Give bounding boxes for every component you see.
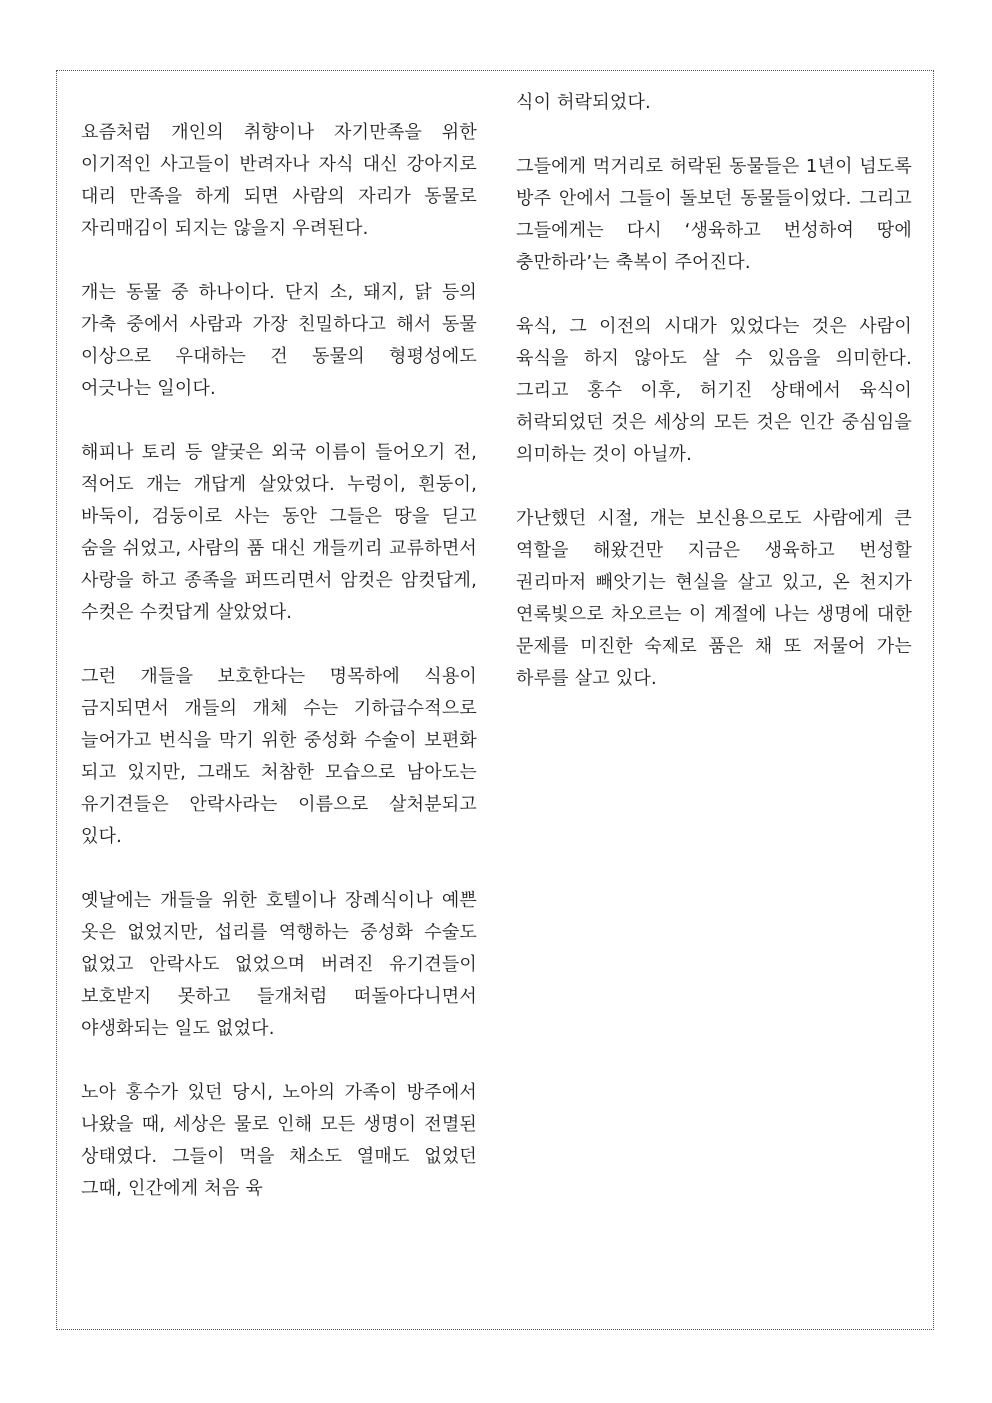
paragraph: 육식, 그 이전의 시대가 있었다는 것은 사람이 육식을 하지 않아도 살 수 있음을 의미한다. 그리고 홍수 이후, 허기진 상태에서 육식이 허락되었던 것은 세상의 모든 것은 인간 중심임을 의미하는 것이 아닐까. — [516, 316, 912, 465]
paragraph: 옛날에는 개들을 위한 호텔이나 장례식이나 예쁜 옷은 없었지만, 섭리를 역행하는 중성화 수술도 없었고 안락사도 없었으며 버려진 유기견들이 보호받지 못하고 들개처럼 떠돌아다니면서 야생화되는 일도 없었다. — [81, 890, 477, 1039]
left-column — [81, 117, 477, 1237]
right-column — [516, 87, 912, 727]
paragraph: 해피나 토리 등 얄궂은 외국 이름이 들어오기 전, 적어도 개는 개답게 살았었다. 누렁이, 흰둥이, 바둑이, 검둥이로 사는 동안 그들은 땅을 딛고 숨을 쉬었고, 사람의 품 대신 개들끼리 교류하면서 사랑을 하고 종족을 퍼뜨리면서 암컷은 암컷답게, 수컷은 수컷답게 살았었다. — [81, 442, 477, 623]
paragraph: 노아 홍수가 있던 당시, 노아의 가족이 방주에서 나왔을 때, 세상은 물로 인해 모든 생명이 전멸된 상태였다. 그들이 먹을 채소도 열매도 없었던 그때, 인간에게 처음 육 — [81, 1082, 477, 1199]
paragraph: 요즘처럼 개인의 취향이나 자기만족을 위한 이기적인 사고들이 반려자나 자식 대신 강아지로 대리 만족을 하게 되면 사람의 자리가 동물로 자리매김이 되지는 않을지 우려된다. — [81, 122, 477, 239]
paragraph: 그들에게 먹거리로 허락된 동물들은 1년이 넘도록 방주 안에서 그들이 돌보던 동물들이었다. 그리고 그들에게는 다시 ‘생육하고 번성하여 땅에 충만하라’는 축복이 주어진다. — [516, 156, 912, 273]
paragraph: 개는 동물 중 하나이다. 단지 소, 돼지, 닭 등의 가축 중에서 사람과 가장 친밀하다고 해서 동물 이상으로 우대하는 건 동물의 형평성에도 어긋나는 일이다. — [81, 282, 477, 399]
paragraph: 그런 개들을 보호한다는 명목하에 식용이 금지되면서 개들의 개체 수는 기하급수적으로 늘어가고 번식을 막기 위한 중성화 수술이 보편화 되고 있지만, 그래도 처참한 모습으로 남아도는 유기견들은 안락사라는 이름으로 살처분되고 있다. — [81, 666, 477, 847]
paragraph: 식이 허락되었다. — [516, 92, 651, 113]
paragraph: 가난했던 시절, 개는 보신용으로도 사람에게 큰 역할을 해왔건만 지금은 생육하고 번성할 권리마저 빼앗기는 현실을 살고 있고, 온 천지가 연록빛으로 차오르는 이 계절에 나는 생명에 대한 문제를 미진한 숙제로 품은 채 또 저물어 가는 하루를 살고 있다. — [516, 508, 912, 689]
